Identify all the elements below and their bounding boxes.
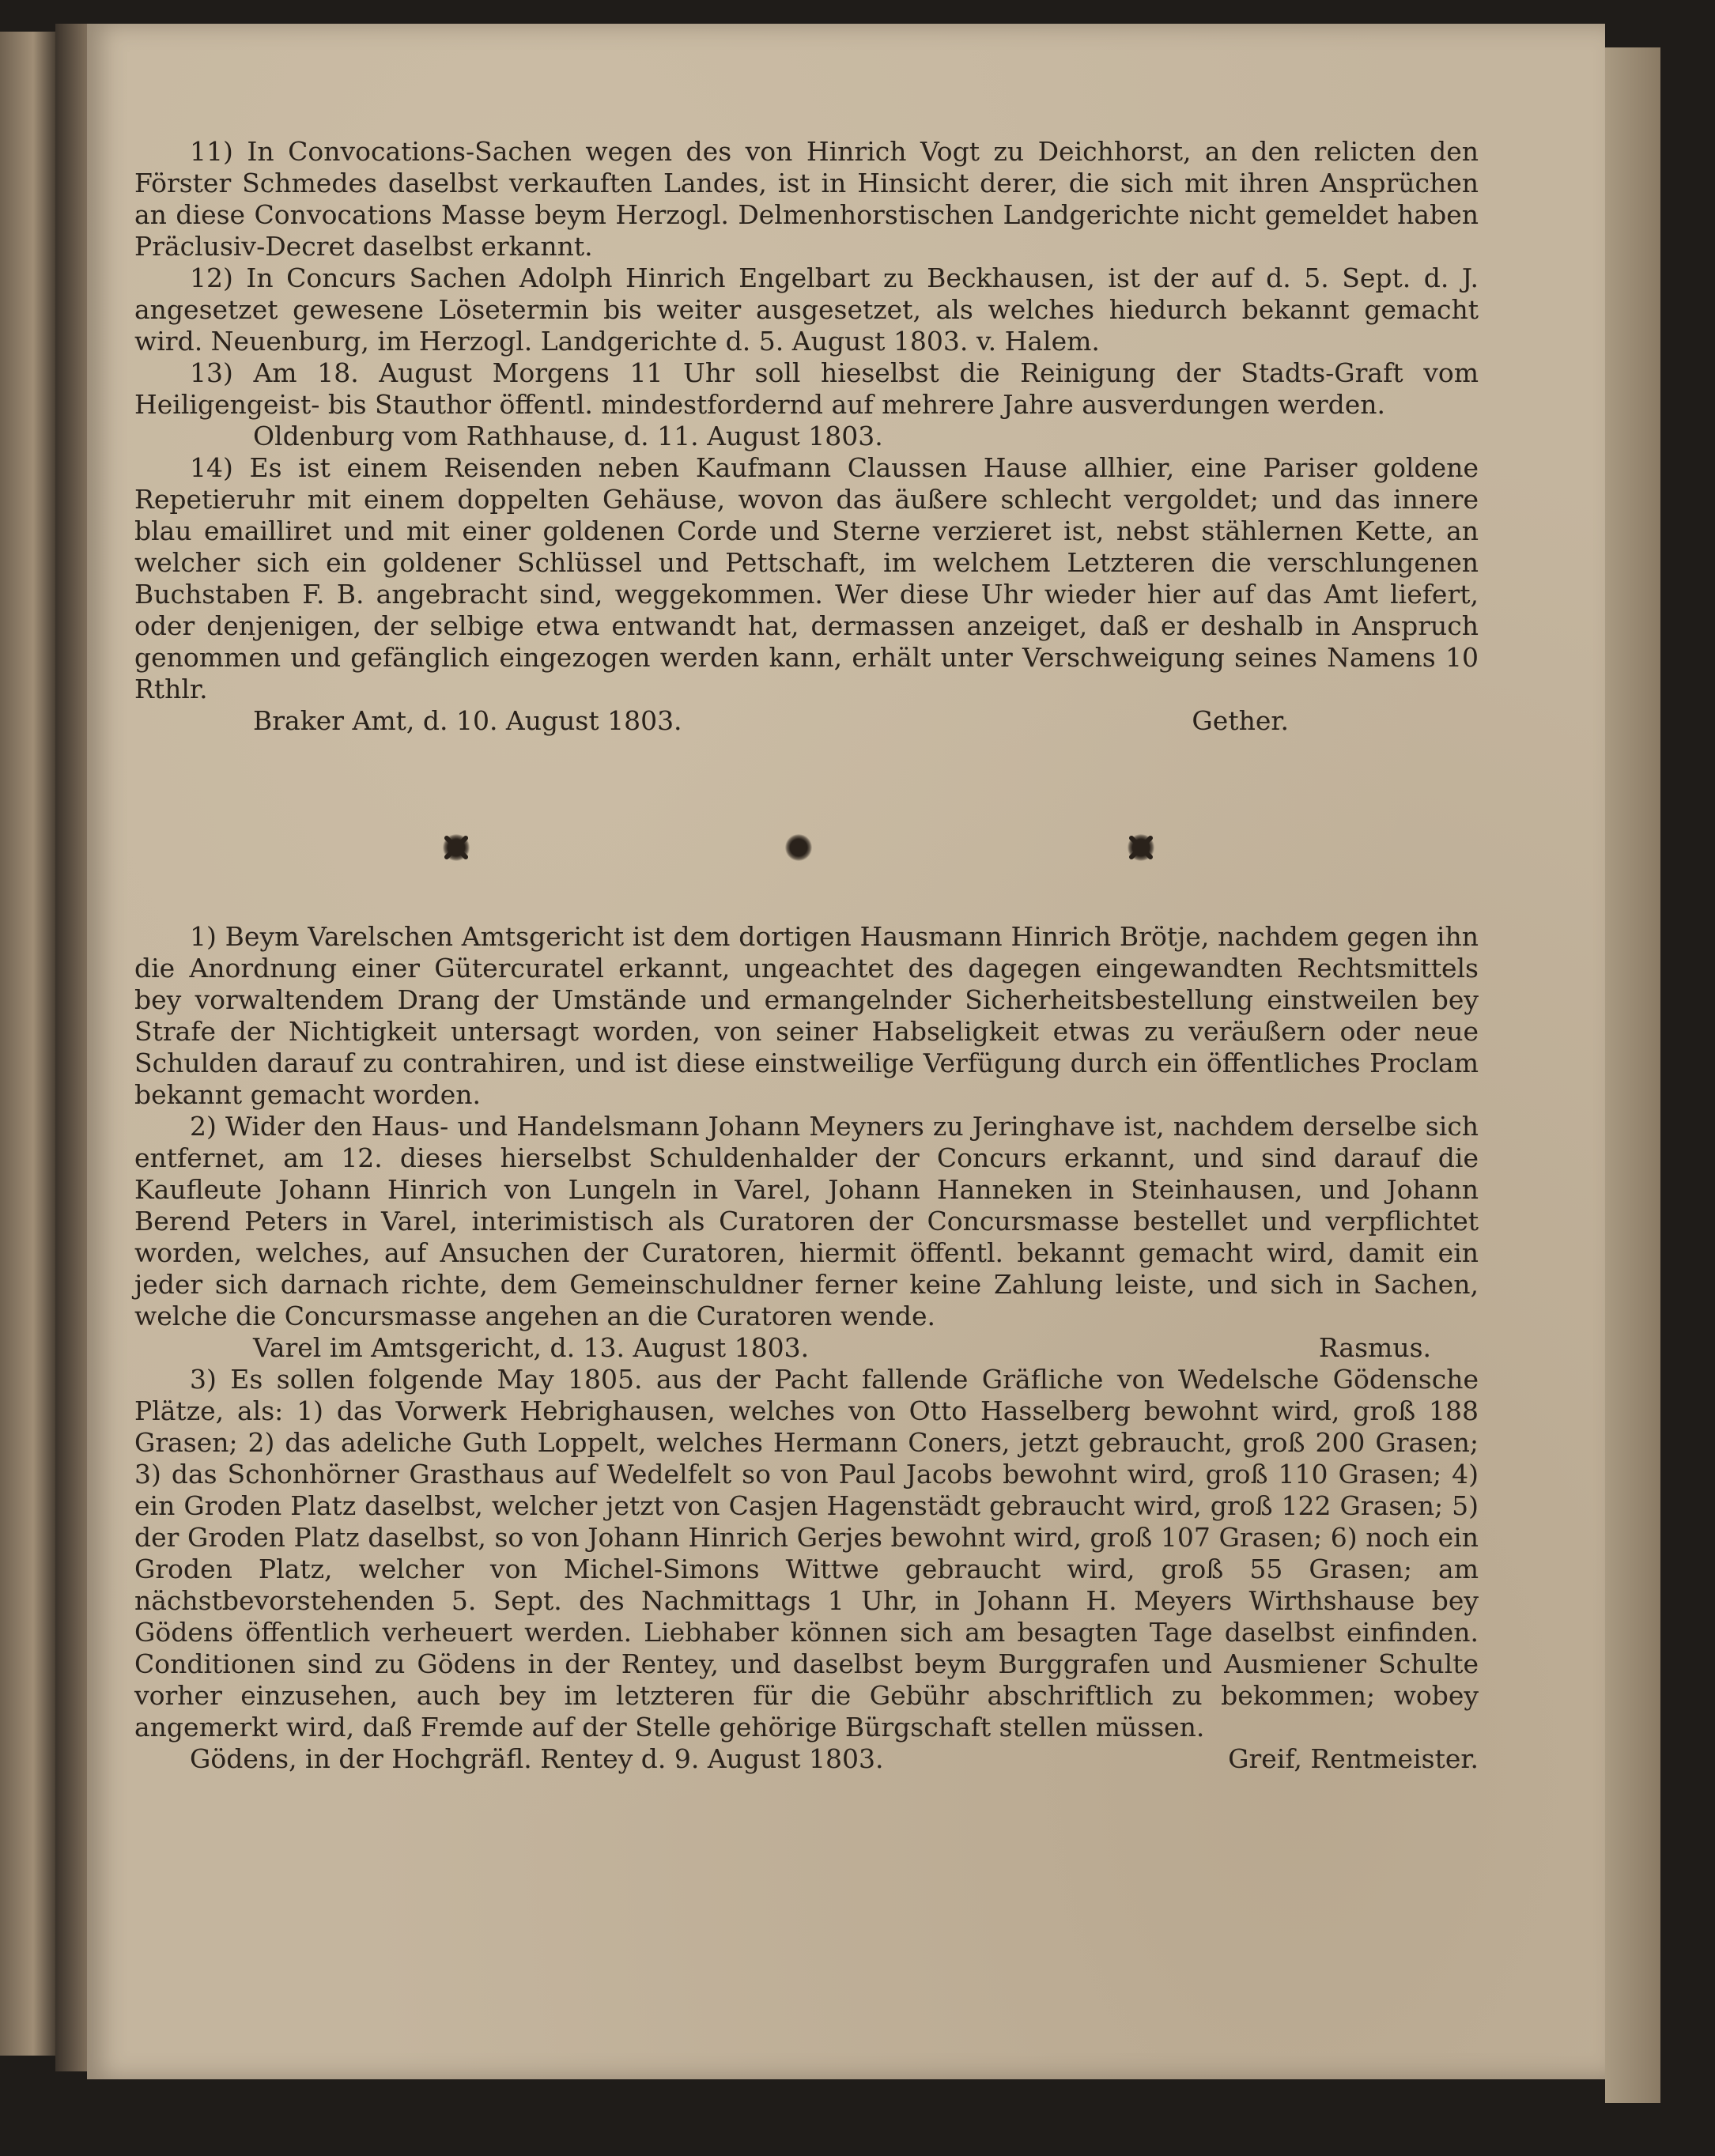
- notice-signature: [134, 705, 1479, 737]
- signature-place: Braker Amt, d. 10. August 1803.: [253, 705, 682, 736]
- notices-section-2: [134, 921, 1479, 1775]
- notice-paragraph: 11) In Convocations-Sachen wegen des von Hinrich Vogt zu Deichhorst, an den relicten den Förster Schmedes daselbst verkauften Landes, ist in Hinsicht derer, die sich mit ihren Ansprüchen an diese Convocations Masse beym Herzogl. Delmenhorstischen Landgerichte nicht gemeldet haben Präclusiv-Decret daselbst erkannt.: [134, 136, 1479, 262]
- notice-paragraph: 13) Am 18. August Morgens 11 Uhr soll hieselbst die Reinigung der Stadts-Graft vom Heiligengeist- bis Stauthor öffentl. mindestfordernd auf mehrere Jahre ausverdungen werden.: [134, 357, 1479, 420]
- signature-name: Gether.: [1192, 705, 1289, 736]
- page-stack-edge: [1605, 47, 1660, 2103]
- notice-signature: [134, 1332, 1479, 1364]
- notice-paragraph: 14) Es ist einem Reisenden neben Kaufmann Claussen Hause allhier, eine Pariser goldene Repetieruhr mit einem doppelten Gehäuse, wovon das äußere schlecht vergoldet; und das innere blau emailliret und mit einer goldenen Corde und Sterne verzieret ist, nebst stählernen Kette, an welcher sich ein goldener Schlüssel und Pettschaft, im welchem Letzteren die verschlungenen Buchstaben F. B. angebracht sind, weggekommen. Wer diese Uhr wieder hier auf das Amt liefert, oder denjenigen, der selbige etwa entwandt hat, dermassen anzeiget, daß er deshalb in Anspruch genommen und gefänglich eingezogen werden kann, erhält unter Verschweigung seines Namens 10 Rthlr.: [134, 452, 1479, 704]
- section-divider: [443, 834, 1154, 861]
- ornament-icon: [443, 834, 470, 861]
- signature-name: Rasmus.: [1318, 1332, 1431, 1363]
- notice-paragraph: 1) Beym Varelschen Amtsgericht ist dem dortigen Hausmann Hinrich Brötje, nachdem gegen ihn die Anordnung einer Gütercuratel erkannt, ungeachtet des dagegen eingewandten Rechtsmittels bey vorwaltendem Drang der Umstände und ermangelnder Sicherheitsbestellung einstweilen bey Strafe der Nichtigkeit untersagt worden, von seiner Habseligkeit etwas zu veräußern oder neue Schulden darauf zu contrahiren, und ist diese einstweilige Verfügung durch ein öffentliches Proclam bekannt gemacht worden.: [134, 921, 1479, 1110]
- left-page-edge: [0, 32, 55, 2056]
- notice-signature: [134, 1743, 1479, 1775]
- notice-paragraph: 12) In Concurs Sachen Adolph Hinrich Engelbart zu Beckhausen, ist der auf d. 5. Sept. d. J. angesetzet gewesene Lösetermin bis weiter ausgesetzet, als welches hiedurch bekannt gemacht wird. Neuenburg, im Herzogl. Landgerichte d. 5. August 1803. v. Halem.: [134, 262, 1479, 357]
- book-gutter: [55, 24, 87, 2071]
- signature-place: Gödens, in der Hochgräfl. Rentey d. 9. August 1803.: [190, 1743, 884, 1774]
- notices-section-1: [134, 136, 1479, 737]
- ornament-icon: [1128, 834, 1154, 861]
- signature-place: Varel im Amtsgericht, d. 13. August 1803.: [253, 1332, 810, 1363]
- ornament-icon: [785, 834, 812, 861]
- signature-name: Greif, Rentmeister.: [1228, 1743, 1479, 1774]
- notice-paragraph: 2) Wider den Haus- und Handelsmann Johann Meyners zu Jeringhave ist, nachdem derselbe sich entfernet, am 12. dieses hierselbst Schuldenhalder der Concurs erkannt, und sind darauf die Kaufleute Johann Hinrich von Lungeln in Varel, Johann Hanneken in Steinhausen, und Johann Berend Peters in Varel, interimistisch als Curatoren der Concursmasse bestellet und verpflichtet worden, welches, auf Ansuchen der Curatoren, hiermit öffentl. bekannt gemacht wird, damit ein jeder sich darnach richte, dem Gemeinschuldner ferner keine Zahlung leiste, und sich in Sachen, welche die Concursmasse angehen an die Curatoren wende.: [134, 1111, 1479, 1331]
- notice-paragraph: 3) Es sollen folgende May 1805. aus der Pacht fallende Gräfliche von Wedelsche Gödensche Plätze, als: 1) das Vorwerk Hebrighausen, welches von Otto Hasselberg bewohnt wird, groß 188 Grasen; 2) das adeliche Guth Loppelt, welches Hermann Coners, jetzt gebraucht, groß 200 Grasen; 3) das Schonhörner Grasthaus auf Wedelfelt so von Paul Jacobs bewohnt wird, groß 110 Grasen; 4) ein Groden Platz daselbst, welcher jetzt von Casjen Hagenstädt gebraucht wird, groß 122 Grasen; 5) der Groden Platz daselbst, so von Johann Hinrich Gerjes bewohnt wird, groß 107 Grasen; 6) noch ein Groden Platz, welcher von Michel-Simons Wittwe gebraucht wird, groß 55 Grasen; am nächstbevorstehenden 5. Sept. des Nachmittags 1 Uhr, in Johann H. Meyers Wirthshause bey Gödens öffentlich verheuert werden. Liebhaber können sich am besagten Tage daselbst einfinden. Conditionen sind zu Gödens in der Rentey, und daselbst beym Burggrafen und Ausmiener Schulte vorher einzusehen, auch bey im letzteren für die Gebühr abschriftlich zu bekommen; wobey angemerkt wird, daß Fremde auf der Stelle gehörige Bürgschaft stellen müssen.: [134, 1364, 1479, 1743]
- notice-signature-line: Oldenburg vom Rathhause, d. 11. August 1803.: [253, 421, 883, 451]
